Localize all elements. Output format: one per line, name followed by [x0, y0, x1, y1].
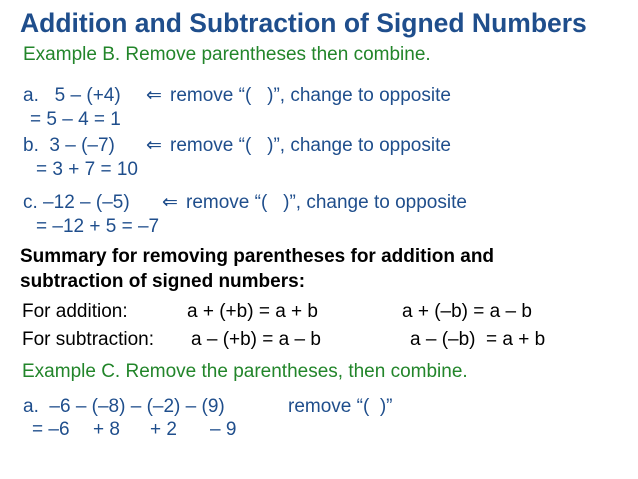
subtraction-rule-2: a – (–b) = a + b — [410, 329, 546, 350]
subtraction-rule-1: a – (+b) = a – b — [191, 329, 321, 350]
addition-label: For addition: — [22, 301, 128, 322]
example-c-work-1: = –6 — [32, 419, 70, 440]
left-arrow-icon: ⇐ — [162, 192, 178, 213]
example-b-c-note: remove “( )”, change to opposite — [186, 192, 467, 213]
page-title: Addition and Subtraction of Signed Numbers — [20, 8, 587, 38]
example-c-work-3: + 2 — [150, 419, 177, 440]
summary-line-1: Summary for removing parentheses for addition and — [20, 246, 495, 267]
summary-line-2: subtraction of signed numbers: — [20, 271, 306, 292]
addition-rule-1: a + (+b) = a + b — [187, 301, 318, 322]
example-b-b-work: = 3 + 7 = 10 — [36, 159, 138, 180]
example-b-b-note: remove “( )”, change to opposite — [170, 135, 451, 156]
example-b-heading: Example B. Remove parentheses then combine. — [23, 44, 431, 65]
example-b-a-note: remove “( )”, change to opposite — [170, 85, 451, 106]
example-b-a-work: = 5 – 4 = 1 — [30, 109, 121, 130]
example-b-c-work: = –12 + 5 = –7 — [36, 216, 160, 237]
example-c-work-4: – 9 — [210, 419, 237, 440]
left-arrow-icon: ⇐ — [146, 85, 162, 106]
example-b-b-problem: b. 3 – (–7) — [23, 135, 115, 156]
addition-rule-2: a + (–b) = a – b — [402, 301, 532, 322]
example-c-note: remove “( )” — [288, 396, 393, 417]
example-c-work-2: + 8 — [93, 419, 120, 440]
subtraction-label: For subtraction: — [22, 329, 154, 350]
example-c-heading: Example C. Remove the parentheses, then combine. — [22, 361, 468, 382]
example-c-problem: a. –6 – (–8) – (–2) – (9) — [23, 396, 225, 417]
example-b-a-problem: a. 5 – (+4) — [23, 85, 121, 106]
example-b-c-problem: c. –12 – (–5) — [23, 192, 130, 213]
left-arrow-icon: ⇐ — [146, 135, 162, 156]
